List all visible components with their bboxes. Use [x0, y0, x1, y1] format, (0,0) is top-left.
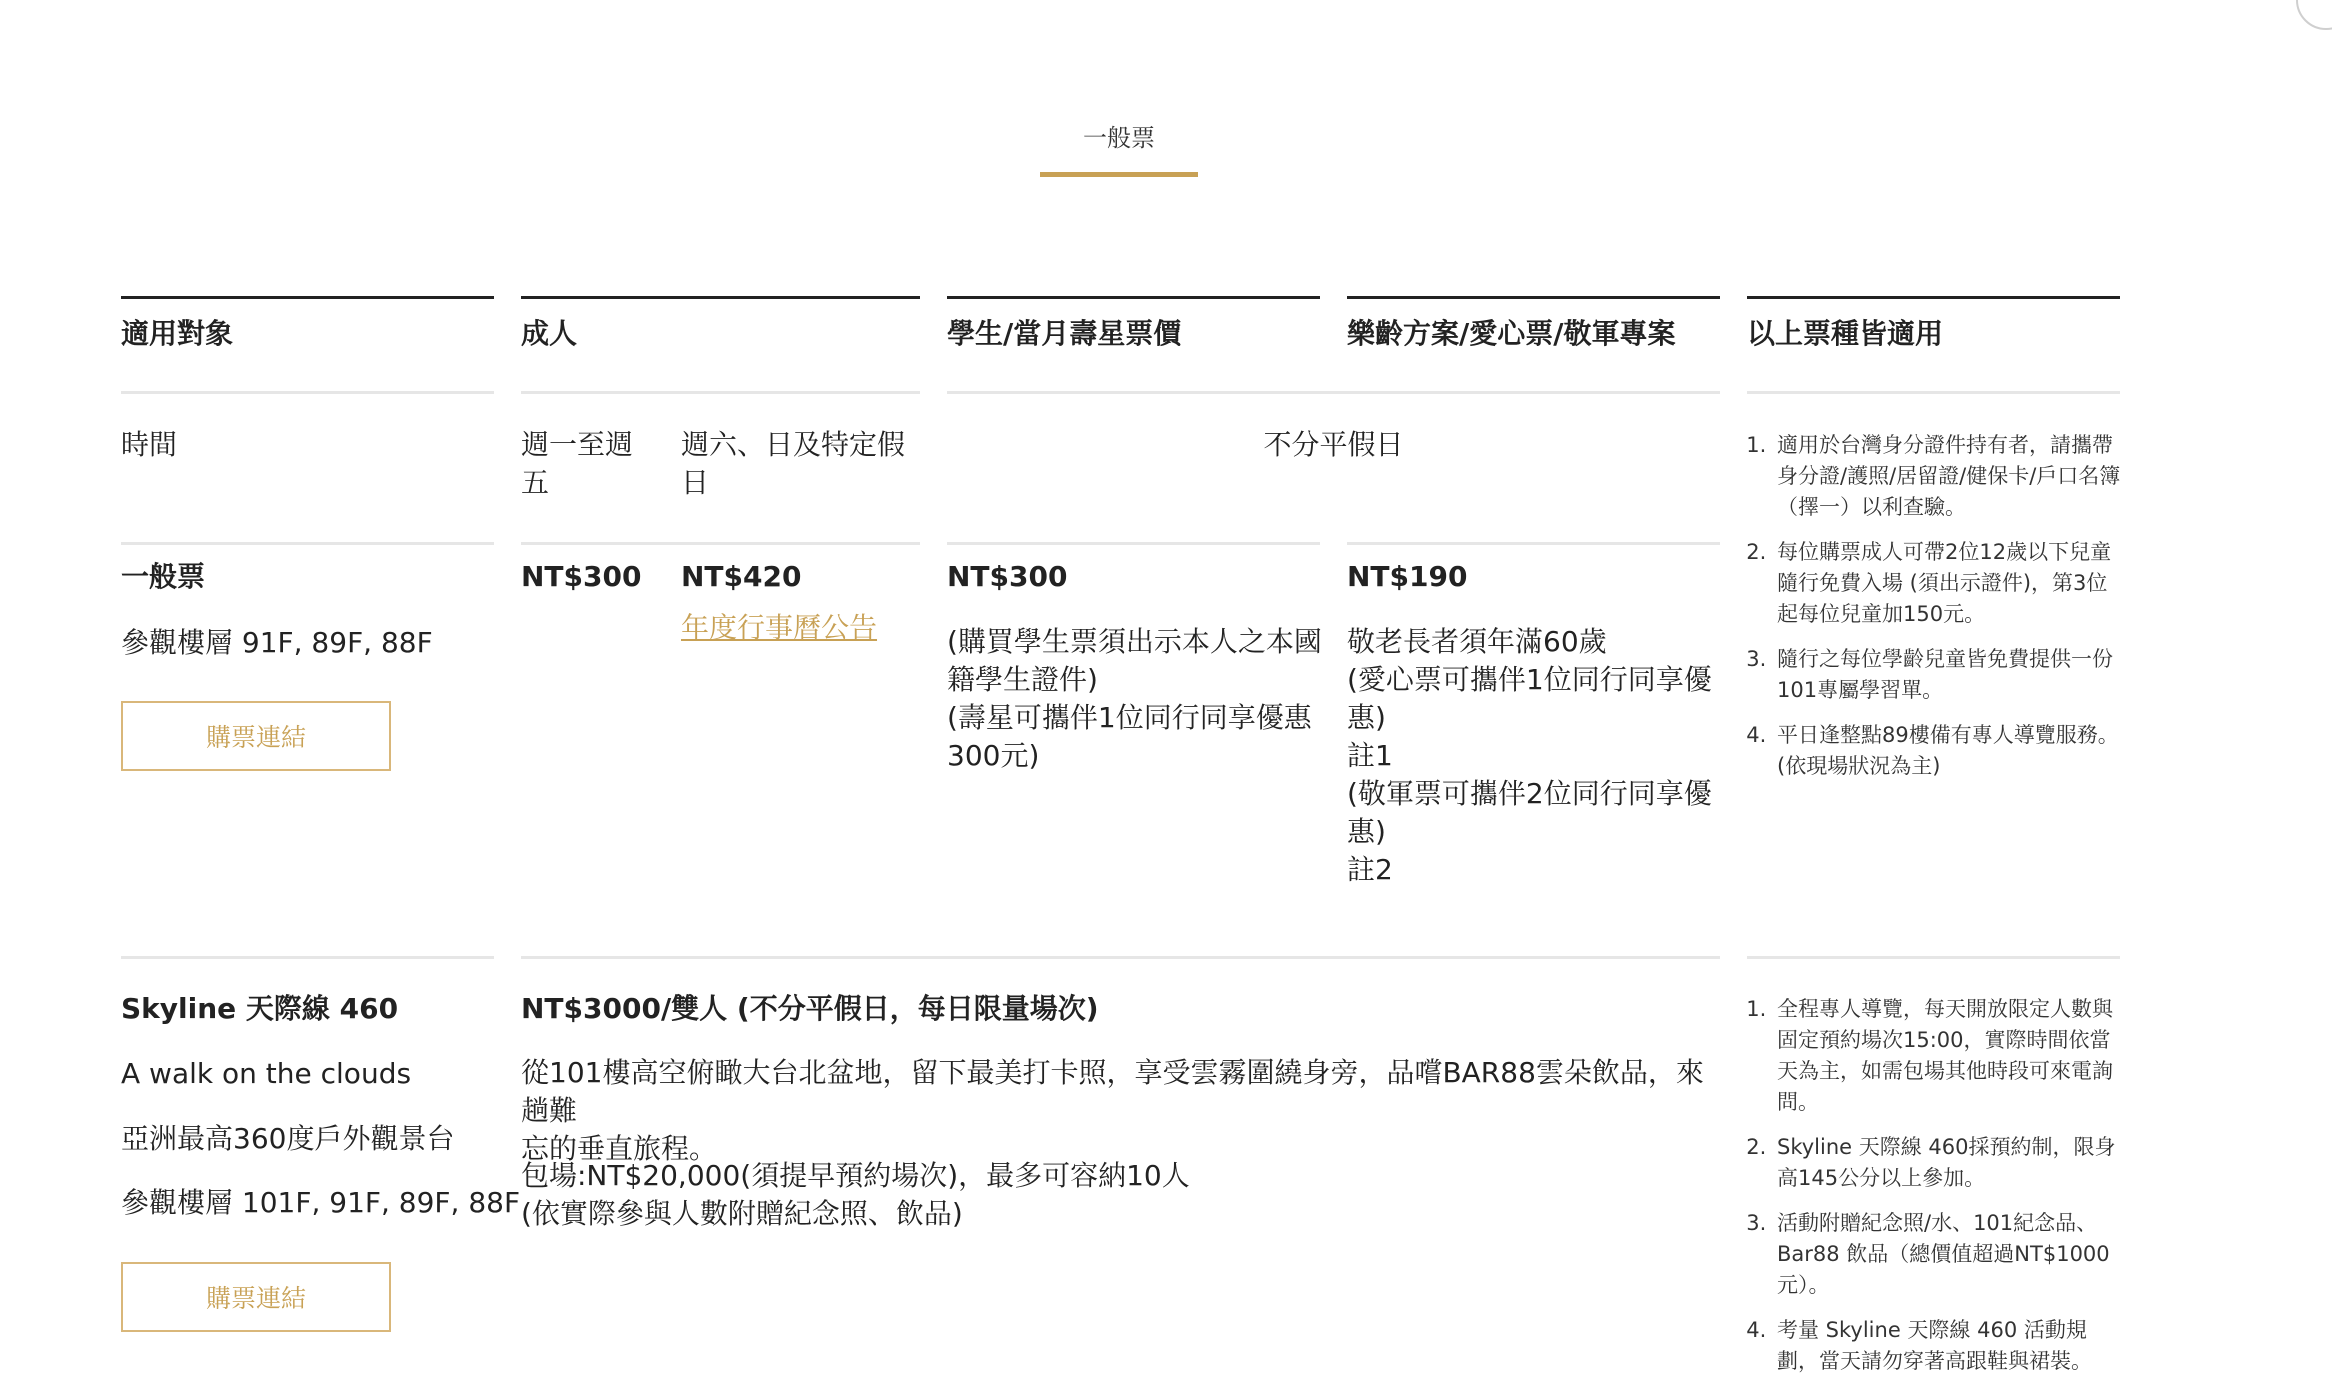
divider [947, 391, 1720, 394]
calendar-link[interactable]: 年度行事曆公告 [681, 611, 878, 644]
skyline-note-item: 1. 全程專人導覽，每天開放限定人數與固定預約場次15:00，實際時間依當天為主，如需包場其他時段可來電詢問。 [1773, 994, 2123, 1118]
divider [521, 956, 1720, 959]
skyline-charter: 包場:NT$20,000(須提早預約場次)，最多可容納10人 (依實際參與人數附贈紀念照、飲品) [521, 1159, 1190, 1230]
divider [1347, 542, 1720, 545]
corner-button[interactable] [2296, 0, 2332, 30]
tab-active-indicator [1040, 172, 1198, 177]
divider [121, 542, 494, 545]
general-floors: 參觀樓層 91F, 89F, 88F [121, 626, 433, 659]
time-weekday: 週一至週 五 [521, 428, 634, 499]
header-senior: 樂齡方案/愛心票/敬軍專案 [1347, 317, 1676, 350]
divider [121, 956, 494, 959]
time-weekend: 週六、日及特定假 日 [681, 428, 906, 499]
time-any-day: 不分平假日 [1263, 428, 1404, 461]
divider [521, 391, 920, 394]
senior-price: NT$190 [1347, 560, 1468, 593]
header-all: 以上票種皆適用 [1747, 317, 1944, 350]
skyline-note-item: 2. Skyline 天際線 460採預約制，限身高145公分以上參加。 [1773, 1132, 2123, 1194]
header-line-all [1747, 296, 2120, 299]
adult-weekend-price: NT$420 [681, 560, 802, 593]
divider [1747, 956, 2120, 959]
general-buy-button[interactable]: 購票連結 [121, 701, 391, 771]
skyline-buy-button[interactable]: 購票連結 [121, 1262, 391, 1332]
header-line-adult [521, 296, 920, 299]
general-notes-list [1747, 430, 2123, 796]
header-line-senior [1347, 296, 1720, 299]
general-note-item: 2. 每位購票成人可帶2位12歲以下兒童隨行免費入場 (須出示證件)，第3位起每位兒童加150元。 [1773, 537, 2123, 630]
tab-general-ticket[interactable]: 一般票 [1083, 124, 1155, 152]
header-audience: 適用對象 [121, 317, 234, 350]
skyline-note-item: 3. 活動附贈紀念照/水、101紀念品、Bar88 飲品（總價值超過NT$1000元）。 [1773, 1208, 2123, 1301]
skyline-price: NT$3000/雙人 (不分平假日，每日限量場次) [521, 992, 1099, 1025]
header-line-student [947, 296, 1320, 299]
time-label: 時間 [121, 428, 178, 461]
general-note-item: 4. 平日逢整點89樓備有專人導覽服務。(依現場狀況為主) [1773, 720, 2123, 782]
header-adult: 成人 [521, 317, 578, 350]
student-note: (購買學生票須出示本人之本國 籍學生證件) (壽星可攜伴1位同行同享優惠 300元) [947, 625, 1322, 772]
skyline-intro: 從101樓高空俯瞰大台北盆地，留下最美打卡照，享受雲霧圍繞身旁，品嚐BAR88雲朵飲品，來趟難 忘的垂直旅程。 [521, 1056, 1704, 1165]
skyline-note-item: 4. 考量 Skyline 天際線 460 活動規劃，當天請勿穿著高跟鞋與裙裝。 [1773, 1315, 2123, 1377]
general-note-item: 1. 適用於台灣身分證件持有者，請攜帶身分證/護照/居留證/健保卡/戶口名簿（擇一）以利查驗。 [1773, 430, 2123, 523]
skyline-floors: 參觀樓層 101F, 91F, 89F, 88F [121, 1186, 521, 1219]
student-price: NT$300 [947, 560, 1068, 593]
senior-note: 敬老長者須年滿60歲 (愛心票可攜伴1位同行同享優 惠) 註1 (敬軍票可攜伴2位同行同享優 惠) 註2 [1347, 625, 1712, 886]
adult-weekday-price: NT$300 [521, 560, 642, 593]
general-title: 一般票 [121, 560, 206, 593]
skyline-title: Skyline 天際線 460 [121, 992, 399, 1025]
divider [1747, 391, 2120, 394]
divider [947, 542, 1320, 545]
general-note-item: 3. 隨行之每位學齡兒童皆免費提供一份101專屬學習單。 [1773, 644, 2123, 706]
divider [121, 391, 494, 394]
divider [521, 542, 920, 545]
skyline-desc: 亞洲最高360度戶外觀景台 [121, 1122, 455, 1155]
header-line-audience [121, 296, 494, 299]
skyline-tagline: A walk on the clouds [121, 1057, 412, 1090]
header-student: 學生/當月壽星票價 [947, 317, 1182, 350]
skyline-notes-list [1747, 994, 2123, 1391]
